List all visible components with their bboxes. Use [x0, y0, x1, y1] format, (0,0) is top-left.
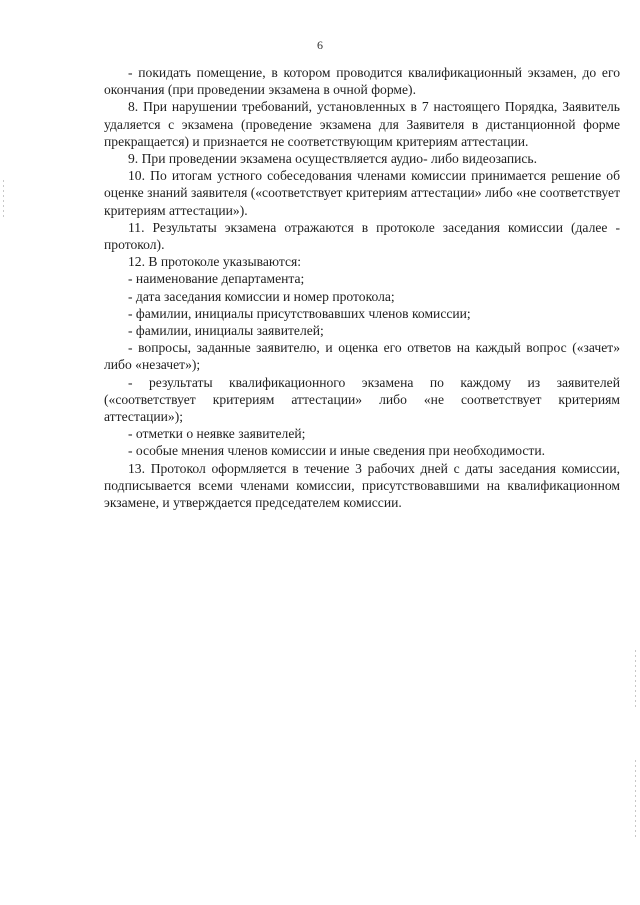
list-item-absence: - отметки о неявке заявителей; [128, 426, 306, 442]
list-item-date: - дата заседания комиссии и номер протокола; [128, 288, 395, 304]
list-item-questions: - вопросы, заданные заявителю, и оценка его ответов на каждый вопрос («зачет» либо «незачет»); [104, 340, 620, 373]
paragraph-13: 13. Протокол оформляется в течение 3 рабочих дней с даты заседания комиссии, подписывается всеми членами комиссии, присутствовавшими на квалификационном экзамене, и утверждается председателем комиссии. [104, 460, 620, 511]
list-item-department: - наименование департамента; [128, 271, 305, 287]
scan-artifact [635, 760, 636, 840]
paragraph-leave-room: - покидать помещение, в котором проводится квалификационный экзамен, до его окончания (при проведении экзамена в очной форме). [104, 65, 620, 98]
paragraph-11: 11. Результаты экзамена отражаются в протоколе заседания комиссии (далее - протокол). [104, 219, 620, 253]
list-item-opinions: - особые мнения членов комиссии и иные сведения при необходимости. [128, 443, 546, 459]
paragraph-8: 8. При нарушении требований, установленных в 7 настоящего Порядка, Заявитель удаляется с экзамена (проведение экзамена для Заявителя в дистанционной форме прекращается) и признается не соответствующим критериям аттестации. [104, 99, 620, 149]
paragraph-9: 9. При проведении экзамена осуществляется аудио- либо видеозапись. [128, 151, 538, 167]
scan-artifact [635, 650, 636, 710]
paragraph-10: 10. По итогам устного собеседования членами комиссии принимается решение об оценке знаний заявителя («соответствует критериям аттестации» либо «не соответствует критериям аттестации»). [104, 168, 621, 218]
list-item-applicants: - фамилии, инициалы заявителей; [128, 323, 324, 339]
list-item-results: - результаты квалификационного экзамена по каждому из заявителей («соответствует критериям аттестации» либо «не соответствует критериям аттестации»); [104, 374, 620, 425]
page-number: 6 [317, 38, 323, 52]
document-body [104, 64, 620, 511]
scan-artifact [3, 180, 4, 220]
list-item-members: - фамилии, инициалы присутствовавших членов комиссии; [128, 305, 471, 321]
paragraph-12: 12. В протоколе указываются: [128, 254, 302, 270]
